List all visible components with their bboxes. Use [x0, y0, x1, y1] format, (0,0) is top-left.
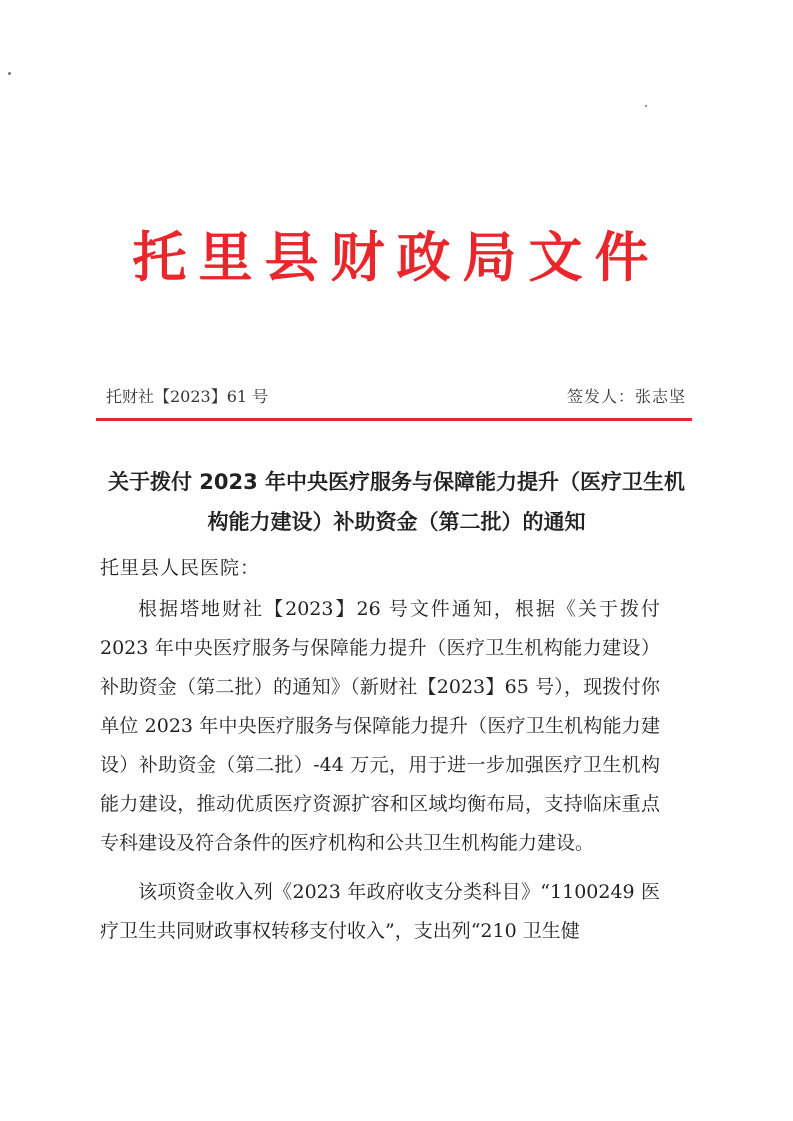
body-paragraph: 根据塔地财社【2023】26 号文件通知，根据《关于拨付 2023 年中央医疗服务与保障能力提升（医疗卫生机构能力建设）补助资金（第二批）的通知》（新财社【2023】65 号），现拨付你单位 2023 年中央医疗服务与保障能力提升（医疗卫生机构能力建设）补助资金（第二批）-44 万元，用于进一步加强医疗卫生机构能力建设，推动优质医疗资源扩容和区域均衡布局，支持临床重点专科建设及符合条件的医疗机构和公共卫生机构能力建设。 — [100, 598, 660, 854]
document-number: 托财社【2023】61 号 — [106, 387, 269, 406]
addressee: 托里县人民医院： — [100, 557, 261, 579]
document-meta-row — [106, 385, 686, 409]
scan-speck — [8, 72, 11, 75]
scan-speck — [645, 105, 647, 107]
notice-title: 关于拨付 2023 年中央医疗服务与保障能力提升（医疗卫生机构能力建设）补助资金（第二批）的通知 — [107, 470, 686, 534]
body-paragraph: 该项资金收入列《2023 年政府收支分类科目》“1100249 医疗卫生共同财政事权转移支付收入”，支出列“210 卫生健 — [100, 881, 660, 942]
red-divider-line — [96, 418, 692, 421]
signer: 签发人：张志坚 — [566, 387, 686, 406]
notice-body — [100, 590, 660, 961]
issuer-header-title: 托里县财政局文件 — [132, 225, 661, 289]
